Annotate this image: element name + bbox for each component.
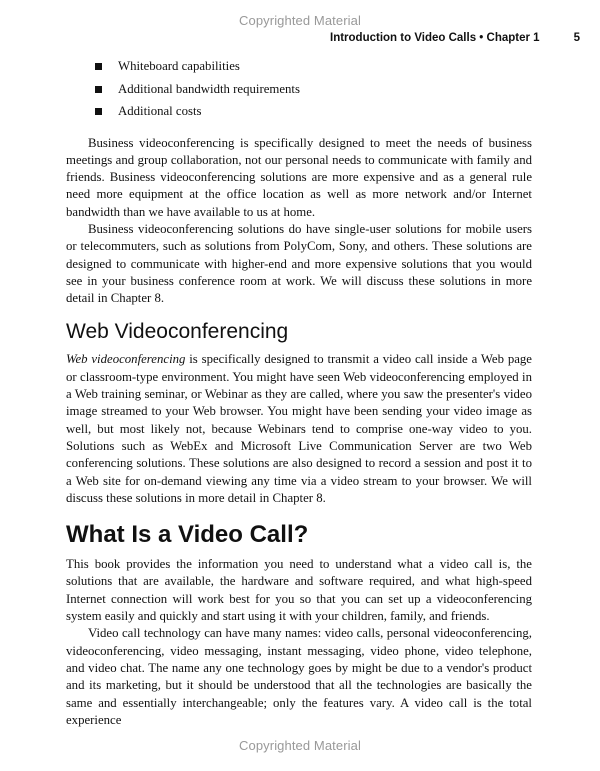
bullet-list xyxy=(66,58,532,126)
section-heading-web-videoconferencing: Web Videoconferencing xyxy=(66,320,289,344)
list-item-text: Additional costs xyxy=(118,104,202,118)
page-content xyxy=(66,58,532,729)
paragraph: Business videoconferencing is specifically designed to meet the needs of business meetings and group collaboration, not our personal needs to communicate with family and friends. Business videoconferencing solutions are more expensive and as a general rule need more equipment at the office location as well as more network and/or Internet bandwidth than we have available to us at home. xyxy=(66,135,532,219)
page-number: 5 xyxy=(573,32,580,44)
list-item-text: Whiteboard capabilities xyxy=(118,59,240,73)
list-item-text: Additional bandwidth requirements xyxy=(118,81,300,96)
watermark-bottom: Copyrighted Material xyxy=(239,738,361,753)
chapter-title: Introduction to Video Calls • Chapter 1 xyxy=(330,32,540,44)
list-item xyxy=(66,58,532,81)
list-item xyxy=(66,81,532,104)
paragraph xyxy=(66,351,532,507)
bullet-square-icon xyxy=(95,86,102,93)
list-item xyxy=(66,103,532,126)
paragraph: This book provides the information you need to understand what a video call is, the solutions that are available, the hardware and software required, and what high-speed Internet connection will work best for you so that you can set up a videoconferencing system easily and quickly and start using it with your children, family, and friends. xyxy=(66,557,532,624)
paragraph-body: is specifically designed to transmit a video call inside a Web page or classroom-type environment. You might have seen Web videoconferencing employed in a Web training seminar, or Webinar as they are called, where you saw the presenter's video image streamed to your Web browser. You might have been sending your video image as well, but most likely not, because Webinars tend to comprise one-way video to you. Solutions such as WebEx and Microsoft Live Communication Server are two Web conferencing solutions. These solutions are also designed to record a session and post it to a Web site for on-demand viewing any time via a video stream to your browser. We will discuss these solutions in more detail in Chapter 8. xyxy=(66,352,532,505)
bullet-square-icon xyxy=(95,63,102,70)
section-heading-what-is-a-video-call: What Is a Video Call? xyxy=(66,521,309,549)
watermark-top: Copyrighted Material xyxy=(239,13,361,28)
italic-term: Web videoconferencing xyxy=(66,352,186,367)
paragraph: Business videoconferencing solutions do have single-user solutions for mobile users or telecommuters, such as solutions from PolyCom, Sony, and others. These solutions are designed to communicate with higher-end and more expensive solutions that you would see in your business conference room at work. We will discuss these solutions in more detail in Chapter 8. xyxy=(66,221,532,306)
paragraph: Video call technology can have many names: video calls, personal videoconferencing, videoconferencing, video messaging, instant messaging, video phone, video telephone, and video chat. The name any one technology goes by might be due to a vendor's product and its marketing, but it should be understood that all the technologies are basically the same and essentially interchangeable; only the features vary. A video call is the total experience xyxy=(66,626,532,727)
bullet-square-icon xyxy=(95,108,102,115)
